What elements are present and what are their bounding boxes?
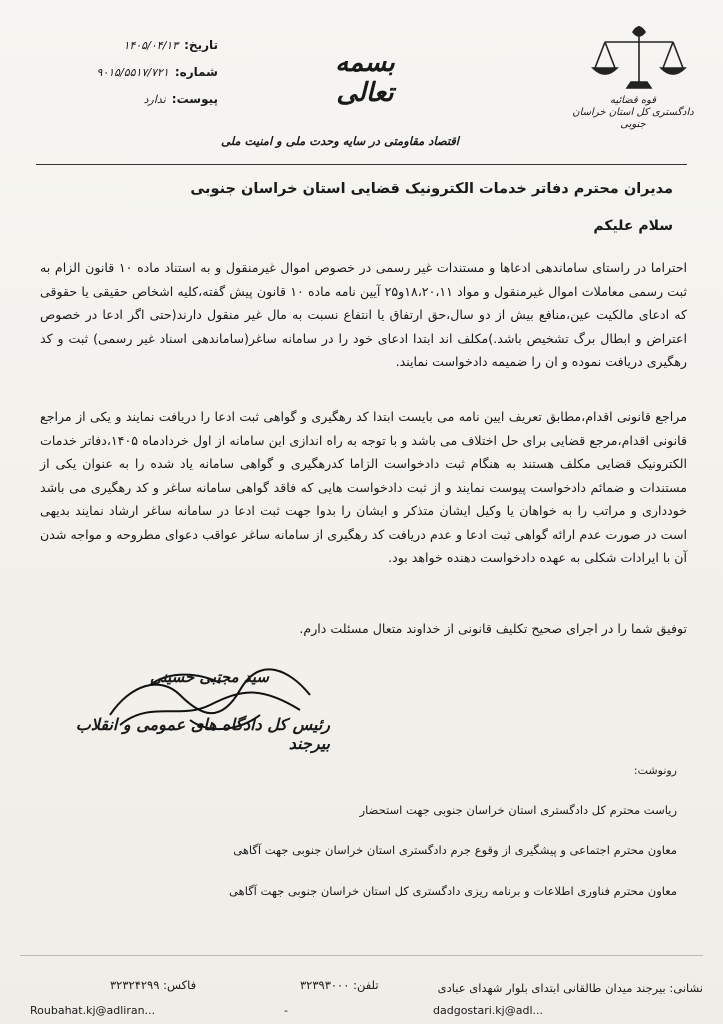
basmala-heading: بسمه تعالی <box>335 48 395 108</box>
slogan: اقتصاد مقاومتی در سایه وحدت ملی و امنیت ملی <box>221 134 459 148</box>
footer-separator: - <box>284 1004 288 1017</box>
copy-recipient: معاون محترم اجتماعی و پیشگیری از وقوع جرم دادگستری استان خراسان جنوبی جهت آگاهی <box>233 843 677 857</box>
date-row <box>28 32 218 59</box>
footer-email: Roubahat.kj@adliran... <box>30 1004 156 1017</box>
date-value: ۱۴۰۵/۰۴/۱۳ <box>123 39 179 52</box>
copy-recipient: ریاست محترم کل دادگستری استان خراسان جنوبی جهت استحضار <box>359 803 677 817</box>
phone-value: ۳۲۳۹۳۰۰۰ <box>300 978 350 992</box>
org-line-province: دادگستری کل استان خراسان جنوبی <box>572 107 694 130</box>
copies-heading: رونوشت: <box>633 764 677 777</box>
footer-address <box>437 978 703 998</box>
fax-label: فاکس: <box>163 978 197 992</box>
body-paragraph-3: توفیق شما را در اجرای صحیح تکلیف قانونی از خداوند متعال مسئلت دارم. <box>299 621 687 636</box>
date-label: تاریخ: <box>184 38 218 52</box>
attachment-label: پیوست: <box>171 92 218 106</box>
fax-value: ۳۲۳۲۴۲۹۹ <box>110 978 160 992</box>
attachment-row <box>28 86 218 113</box>
number-row <box>28 59 218 86</box>
attachment-value: ندارد <box>143 93 166 106</box>
greeting: سلام علیکم <box>593 218 673 234</box>
phone-label: تلفن: <box>353 978 379 992</box>
number-value: ۹۰۱۵/۵۵۱۷/۷۲۱ <box>96 66 169 79</box>
body-paragraph-2: مراجع قانونی اقدام،مطابق تعریف ایین نامه می بایست ابتدا کد رهگیری و گواهی ثبت ادعا را دریافت نمایند و یکی از مراجع قانونی اقدام،مرجع قضایی برای حل اختلاف می باشد و با توجه به راه اندازی این سامانه از اول خردادماه ۱۴۰۵،دفاتر خدمات الکترونیک قضایی مکلف هستند به هنگام ثبت دادخواست الزاما کدرهگیری و گواهی سامانه یاد شده را به عنوان یکی از مستندات و ضمائم دادخواست پیوست نمایند و از ثبت دادخواست هایی که فاقد گواهی سامانه ساغر و کد رهگیری می باشد خودداری و مراتب را به خواهان یا وکیل ایشان متذکر و ایشان را بدوا جهت ثبت ادعا در سامانه ساغر ارشاد نمایند بدیهی است در صورت عدم ارائه گواهی ثبت ادعا و عدم دریافت کد رهگیری از سامانه ساغر عواقب دعوای مطروحه و مواجه شدن آن با ایرادات شکلی به عهده دادخواست دهنده خواهد بود. <box>40 409 687 565</box>
header-divider <box>36 164 687 165</box>
letter-metadata <box>28 32 218 113</box>
footer-website: dadgostari.kj@adl... <box>433 1004 543 1017</box>
footer-fax <box>110 978 196 992</box>
organization-name <box>563 95 703 131</box>
footer-phone <box>300 978 379 992</box>
signatory-name: سید مجتبی حسینی <box>150 668 269 686</box>
judiciary-scales-icon <box>589 22 689 100</box>
body-paragraph-1: احتراما در راستای ساماندهی ادعاها و مستندات غیر رسمی در خصوص اموال غیرمنقول و به استناد ماده ۱۰ قانون الزام به ثبت رسمی معاملات اموال غیرمنقول و مواد ۱۸،۲۰،۱۱و۲۵ آیین نامه ماده ۱۰ قانون پیش گفته،کلیه اشخاص حقیقی یا حقوقی که ادعای مالکیت عین،منافع بیش از دو سال،حق ارتفاق یا انتفاع نسبت به مال غیر منقول دارند(حتی اگر ادعا در خصوص اعتراض و ابطال برگ تشخیص باشد.)مکلف اند ابتدا ادعای خود را در سامانه ساغر(ساماندهی اسناد غیر رسمی) ثبت و کد رهگیری دریافت نموده و ان را ضمیمه دادخواست نمایند. <box>40 260 687 369</box>
copy-recipient: معاون محترم فناوری اطلاعات و برنامه ریزی دادگستری کل استان خراسان جنوبی جهت آگاهی <box>229 884 677 898</box>
footer-divider <box>20 955 703 956</box>
number-label: شماره: <box>174 65 218 79</box>
address-value: بیرجند میدان طالقانی ابتدای بلوار شهدای عبادی <box>437 981 666 995</box>
signatory-title: رئیس کل دادگاه های عمومی و انقلاب بیرجند <box>75 715 330 753</box>
org-line-judiciary: قوه قضائیه <box>609 95 657 106</box>
address-label: نشانی: <box>669 981 703 995</box>
recipient-line: مدیران محترم دفاتر خدمات الکترونیک قضایی استان خراسان جنوبی <box>190 181 673 197</box>
